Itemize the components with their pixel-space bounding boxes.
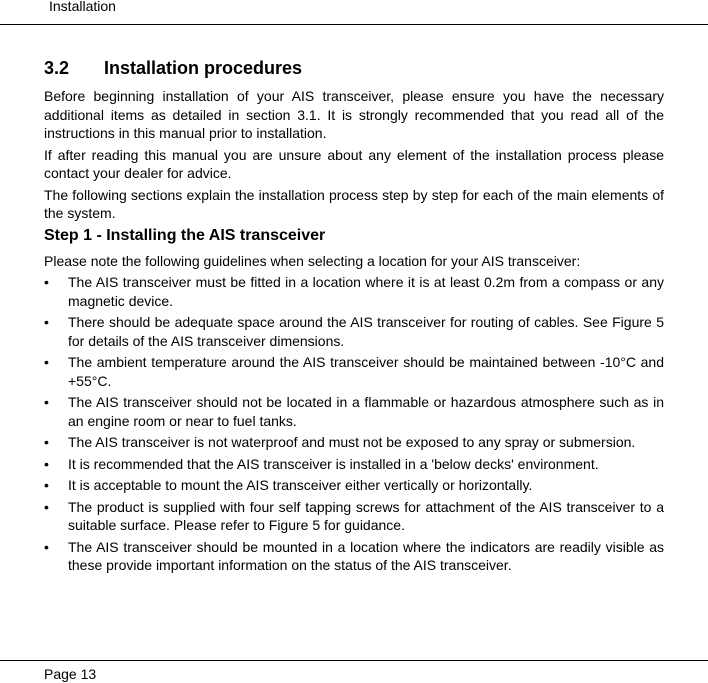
bullet-icon: • <box>44 354 49 370</box>
list-item-text: There should be adequate space around the AIS transceiver for routing of cables. See Figure 5 for details of the AIS transceiver dimensions. <box>68 314 664 349</box>
running-header: Installation <box>49 0 116 14</box>
paragraph: Before beginning installation of your AIS transceiver, please ensure you have the necessary additional items as detailed in section 3.1. It is strongly recommended that you read all of the instructions in this manual prior to installation. <box>44 88 664 141</box>
paragraph: If after reading this manual you are unsure about any element of the installation process please contact your dealer for advice. <box>44 146 664 181</box>
list-item-text: The AIS transceiver must be fitted in a location where it is at least 0.2m from a compass or any magnetic device. <box>68 274 664 309</box>
list-item <box>44 433 664 452</box>
step-intro: Please note the following guidelines when selecting a location for your AIS transceiver: <box>44 252 581 269</box>
bullet-icon: • <box>44 394 49 410</box>
section-title: Installation procedures <box>104 58 303 78</box>
list-item-text: The ambient temperature around the AIS transceiver should be maintained between -10°C and +55°C. <box>68 354 664 389</box>
list-item-text: It is recommended that the AIS transceiver is installed in a 'below decks' environment. <box>68 455 599 472</box>
list-item <box>44 455 664 474</box>
list-item-text: It is acceptable to mount the AIS transceiver either vertically or horizontally. <box>68 477 533 493</box>
step-heading: Step 1 - Installing the AIS transceiver <box>44 226 326 244</box>
bullet-icon: • <box>44 455 49 472</box>
bullet-icon: • <box>44 314 49 330</box>
guidelines-list <box>44 273 664 575</box>
bullet-icon: • <box>44 498 49 515</box>
list-item-text: The AIS transceiver should not be located in a flammable or hazardous atmosphere such as in an engine room or near to fuel tanks. <box>68 394 664 429</box>
list-item <box>44 538 664 575</box>
section-heading <box>44 57 664 79</box>
list-item-text: The AIS transceiver is not waterproof and must not be exposed to any spray or submersion. <box>68 434 636 450</box>
list-item <box>44 353 664 390</box>
header-divider <box>0 24 708 25</box>
list-item <box>44 313 664 350</box>
bullet-icon: • <box>44 434 49 450</box>
list-item-text: The AIS transceiver should be mounted in a location where the indicators are readily visible as these provide important information on the status of the AIS transceiver. <box>68 538 664 573</box>
list-item <box>44 476 664 495</box>
paragraph: The following sections explain the installation process step by step for each of the main elements of the system. <box>44 186 664 221</box>
list-item <box>44 393 664 430</box>
page-content <box>44 57 664 578</box>
list-item <box>44 273 664 310</box>
section-number: 3.2 <box>44 58 70 78</box>
page-number: Page 13 <box>44 666 97 682</box>
list-item-text: The product is supplied with four self tapping screws for attachment of the AIS transceiver to a suitable surface. Please refer to Figure 5 for guidance. <box>68 498 664 533</box>
list-item <box>44 498 664 535</box>
footer-divider <box>0 660 708 661</box>
bullet-icon: • <box>44 538 49 555</box>
bullet-icon: • <box>44 274 49 290</box>
bullet-icon: • <box>44 477 49 493</box>
